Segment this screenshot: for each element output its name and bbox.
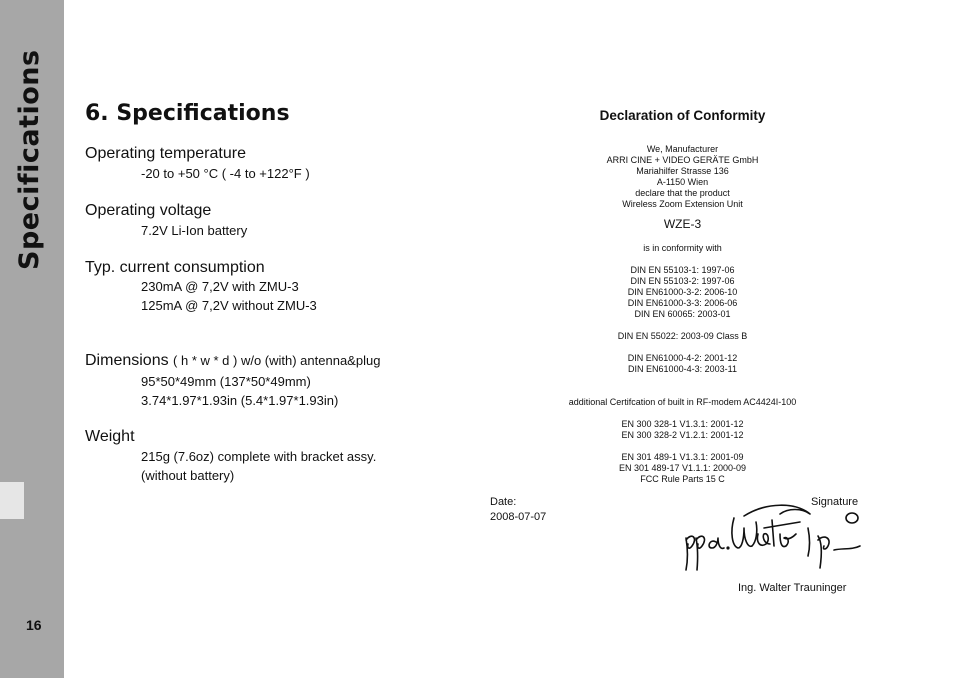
current-consumption-value-2: 125mA @ 7,2V without ZMU-3 xyxy=(141,298,317,313)
manufacturer-line: ARRI CINE + VIDEO GERÄTE GmbH xyxy=(606,155,759,165)
standard-line: DIN EN 55103-2: 1997-06 xyxy=(630,276,735,286)
weight-label: Weight xyxy=(85,428,135,445)
date-label: Date: xyxy=(490,496,517,508)
standard-line: DIN EN61000-4-3: 2003-11 xyxy=(628,364,737,374)
standard-line: EN 301 489-1 V1.3.1: 2001-09 xyxy=(621,452,744,462)
standard-line: DIN EN 60065: 2003-01 xyxy=(634,309,731,319)
manufacturer-line: Mariahilfer Strasse 136 xyxy=(636,166,729,176)
current-consumption-value-1: 230mA @ 7,2V with ZMU-3 xyxy=(141,279,299,294)
dimensions-label-row xyxy=(85,352,380,370)
section-title-vertical: Specifications xyxy=(14,49,45,270)
date-value: 2008-07-07 xyxy=(490,511,547,523)
dimensions-note: ( h * w * d ) w/o (with) antenna&plug xyxy=(173,353,381,368)
operating-voltage-value: 7.2V Li-Ion battery xyxy=(141,223,248,238)
conformity-statement: is in conformity with xyxy=(643,243,722,253)
standard-line: DIN EN 55022: 2003-09 Class B xyxy=(617,331,748,341)
signer-name: Ing. Walter Trauninger xyxy=(738,582,847,594)
dimensions-value-metric: 95*50*49mm (137*50*49mm) xyxy=(141,374,311,389)
operating-temperature-label: Operating temperature xyxy=(85,145,246,162)
standard-line: DIN EN61000-3-2: 2006-10 xyxy=(627,287,738,297)
signature-label: Signature xyxy=(811,496,859,508)
page-number: 16 xyxy=(26,617,42,633)
standard-line: EN 300 328-1 V1.3.1: 2001-12 xyxy=(621,419,744,429)
standard-line: EN 301 489-17 V1.1.1: 2000-09 xyxy=(618,463,747,473)
page-heading: 6. Specifications xyxy=(85,101,290,126)
weight-value-1: 215g (7.6oz) complete with bracket assy. xyxy=(141,449,377,464)
standard-line: EN 300 328-2 V1.2.1: 2001-12 xyxy=(621,430,744,440)
standard-line: FCC Rule Parts 15 C xyxy=(640,474,725,484)
handwritten-signature xyxy=(676,498,871,578)
standard-line: DIN EN61000-3-3: 2006-06 xyxy=(627,298,738,308)
manufacturer-line: A-1150 Wien xyxy=(656,177,709,187)
manufacturer-line: Wireless Zoom Extension Unit xyxy=(622,199,743,209)
side-tab-bar xyxy=(0,0,64,678)
operating-temperature-value: -20 to +50 °C ( -4 to +122°F ) xyxy=(141,166,310,181)
weight-value-2: (without battery) xyxy=(141,468,235,483)
product-name: WZE-3 xyxy=(663,217,702,231)
manufacturer-line: We, Manufacturer xyxy=(646,144,719,154)
manufacturer-line: declare that the product xyxy=(635,188,730,198)
dimensions-value-imperial: 3.74*1.97*1.93in (5.4*1.97*1.93in) xyxy=(141,393,339,408)
thumb-index-marker xyxy=(0,482,24,519)
current-consumption-label: Typ. current consumption xyxy=(85,259,265,276)
standard-line: DIN EN 55103-1: 1997-06 xyxy=(630,265,735,275)
standard-line: DIN EN61000-4-2: 2001-12 xyxy=(627,353,738,363)
dimensions-label: Dimensions xyxy=(85,352,169,369)
declaration-title: Declaration of Conformity xyxy=(599,108,766,123)
operating-voltage-label: Operating voltage xyxy=(85,202,212,219)
additional-certification: additional Certifcation of built in RF-modem AC4424I-100 xyxy=(568,397,797,407)
